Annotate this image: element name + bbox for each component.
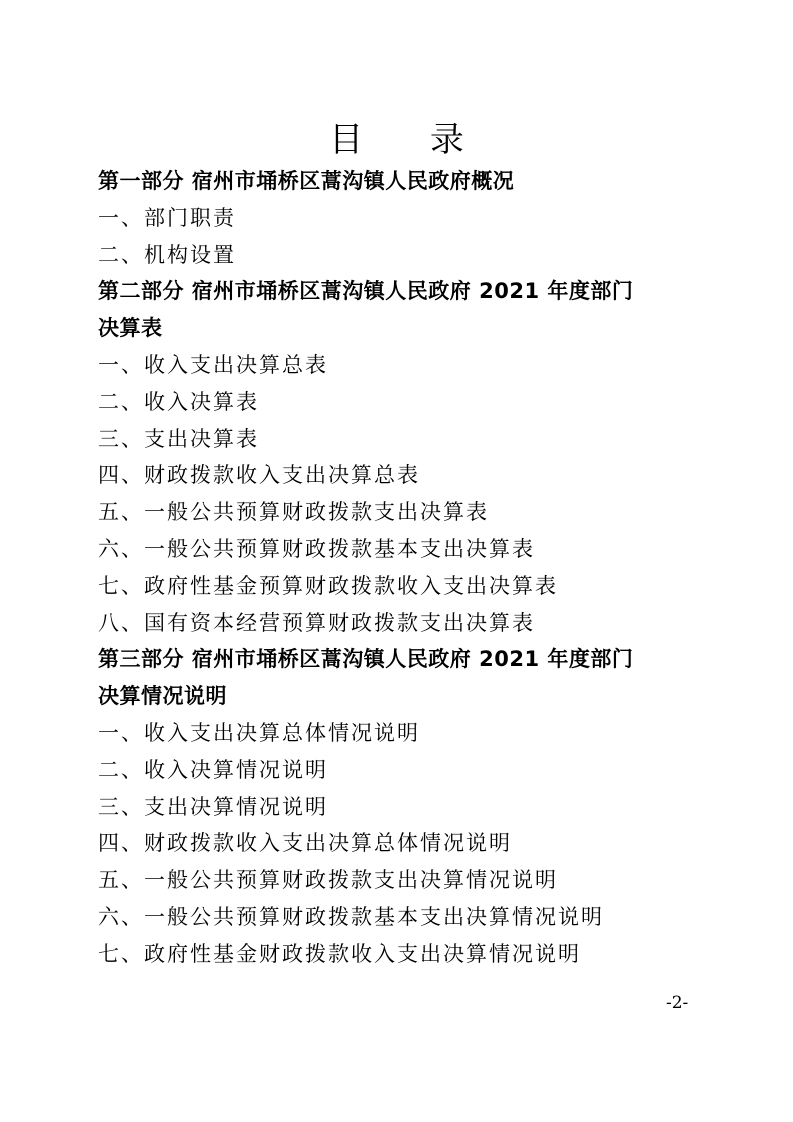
toc-item-1-1[interactable]: 一、部门职责: [98, 205, 236, 230]
toc-item-2-5[interactable]: 五、一般公共预算财政拨款支出决算表: [98, 500, 489, 525]
section-2-heading[interactable]: 第二部分 宿州市埇桥区蒿沟镇人民政府 2021 年度部门: [98, 279, 634, 304]
toc-item-3-4[interactable]: 四、财政拨款收入支出决算总体情况说明: [98, 831, 512, 856]
section-3-heading-cont[interactable]: 决算情况说明: [98, 684, 227, 709]
toc-item-3-2[interactable]: 二、收入决算情况说明: [98, 757, 328, 782]
toc-item-2-2[interactable]: 二、收入决算表: [98, 389, 259, 414]
table-of-contents: [98, 163, 708, 973]
toc-item-2-1[interactable]: 一、收入支出决算总表: [98, 352, 328, 377]
toc-item-2-8[interactable]: 八、国有资本经营预算财政拨款支出决算表: [98, 610, 535, 635]
toc-item-3-5[interactable]: 五、一般公共预算财政拨款支出决算情况说明: [98, 868, 558, 893]
section-3-heading[interactable]: 第三部分 宿州市埇桥区蒿沟镇人民政府 2021 年度部门: [98, 647, 634, 672]
toc-item-3-1[interactable]: 一、收入支出决算总体情况说明: [98, 720, 420, 745]
page-title: 目 录: [329, 120, 492, 160]
toc-item-3-7[interactable]: 七、政府性基金财政拨款收入支出决算情况说明: [98, 941, 581, 966]
toc-item-3-3[interactable]: 三、支出决算情况说明: [98, 794, 328, 819]
section-2-heading-cont[interactable]: 决算表: [98, 316, 163, 341]
toc-item-2-7[interactable]: 七、政府性基金预算财政拨款收入支出决算表: [98, 573, 558, 598]
page-number: -2-: [666, 993, 689, 1013]
toc-item-3-6[interactable]: 六、一般公共预算财政拨款基本支出决算情况说明: [98, 904, 604, 929]
toc-item-2-4[interactable]: 四、财政拨款收入支出决算总表: [98, 463, 420, 488]
toc-item-2-6[interactable]: 六、一般公共预算财政拨款基本支出决算表: [98, 536, 535, 561]
toc-item-1-2[interactable]: 二、机构设置: [98, 242, 236, 267]
section-1-heading[interactable]: 第一部分 宿州市埇桥区蒿沟镇人民政府概况: [98, 169, 515, 193]
toc-item-2-3[interactable]: 三、支出决算表: [98, 426, 259, 451]
